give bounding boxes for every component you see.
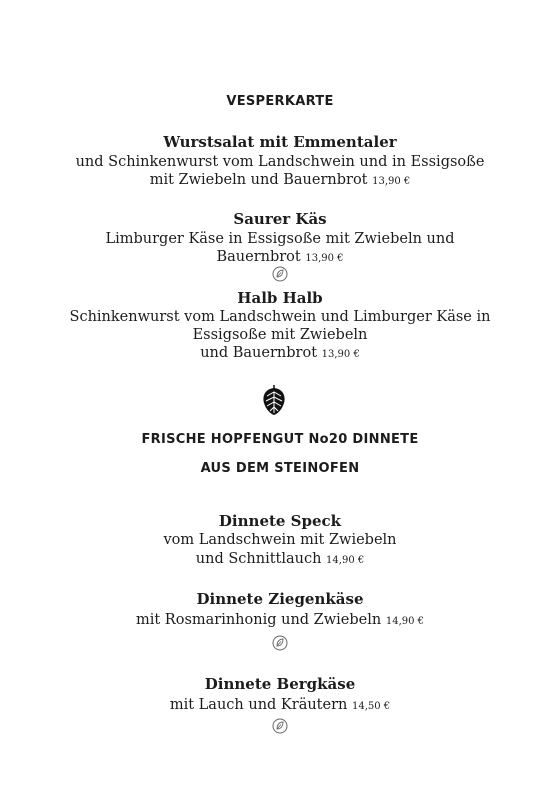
menu-item-price: 13,90 €	[321, 349, 360, 360]
menu-item-title: Dinnete Speck	[218, 512, 342, 530]
menu-item-description: Essigsoße mit Zwiebeln	[192, 327, 368, 343]
menu-item-description: und Schnittlauch 14,90 €	[195, 551, 365, 567]
menu-item-description: Limburger Käse in Essigsoße mit Zwiebeln und	[105, 231, 455, 247]
menu-item-title: Dinnete Ziegenkäse	[196, 590, 364, 608]
menu-item-description: vom Landschwein mit Zwiebeln	[163, 532, 397, 548]
menu-item-description: Bauernbrot 13,90 €	[216, 249, 344, 265]
menu-item-description: Schinkenwurst vom Landschwein und Limburger Käse in	[69, 309, 491, 325]
section-heading-dinnete: FRISCHE HOPFENGUT No20 DINNETE	[141, 432, 419, 447]
section-heading-vesperkarte: VESPERKARTE	[226, 94, 334, 109]
menu-item-description: mit Lauch und Kräutern 14,50 €	[169, 697, 391, 713]
menu-item-title: Wurstsalat mit Emmentaler	[163, 133, 397, 151]
hop-cone-icon	[261, 384, 287, 416]
vegetarian-leaf-icon	[0, 266, 560, 284]
menu-item-price: 14,50 €	[351, 701, 391, 712]
menu-item-title: Dinnete Bergkäse	[204, 675, 356, 693]
menu-item-price: 13,90 €	[372, 176, 411, 187]
vegetarian-leaf-icon	[0, 635, 560, 653]
menu-item-price: 13,90 €	[305, 253, 344, 264]
menu-item-price: 14,90 €	[385, 616, 425, 627]
menu-item-price: 14,90 €	[326, 555, 365, 566]
menu-item-description: mit Zwiebeln und Bauernbrot 13,90 €	[149, 172, 411, 188]
menu-item-title: Halb Halb	[237, 289, 323, 307]
vegetarian-leaf-icon	[0, 718, 560, 736]
menu-item-description: mit Rosmarinhonig und Zwiebeln 14,90 €	[135, 612, 425, 628]
menu-item-title: Saurer Käs	[233, 210, 327, 228]
menu-item-description: und Bauernbrot 13,90 €	[200, 345, 360, 361]
section-heading-steinofen: AUS DEM STEINOFEN	[200, 461, 360, 476]
menu-item-description: und Schinkenwurst vom Landschwein und in Essigsoße	[75, 154, 485, 170]
